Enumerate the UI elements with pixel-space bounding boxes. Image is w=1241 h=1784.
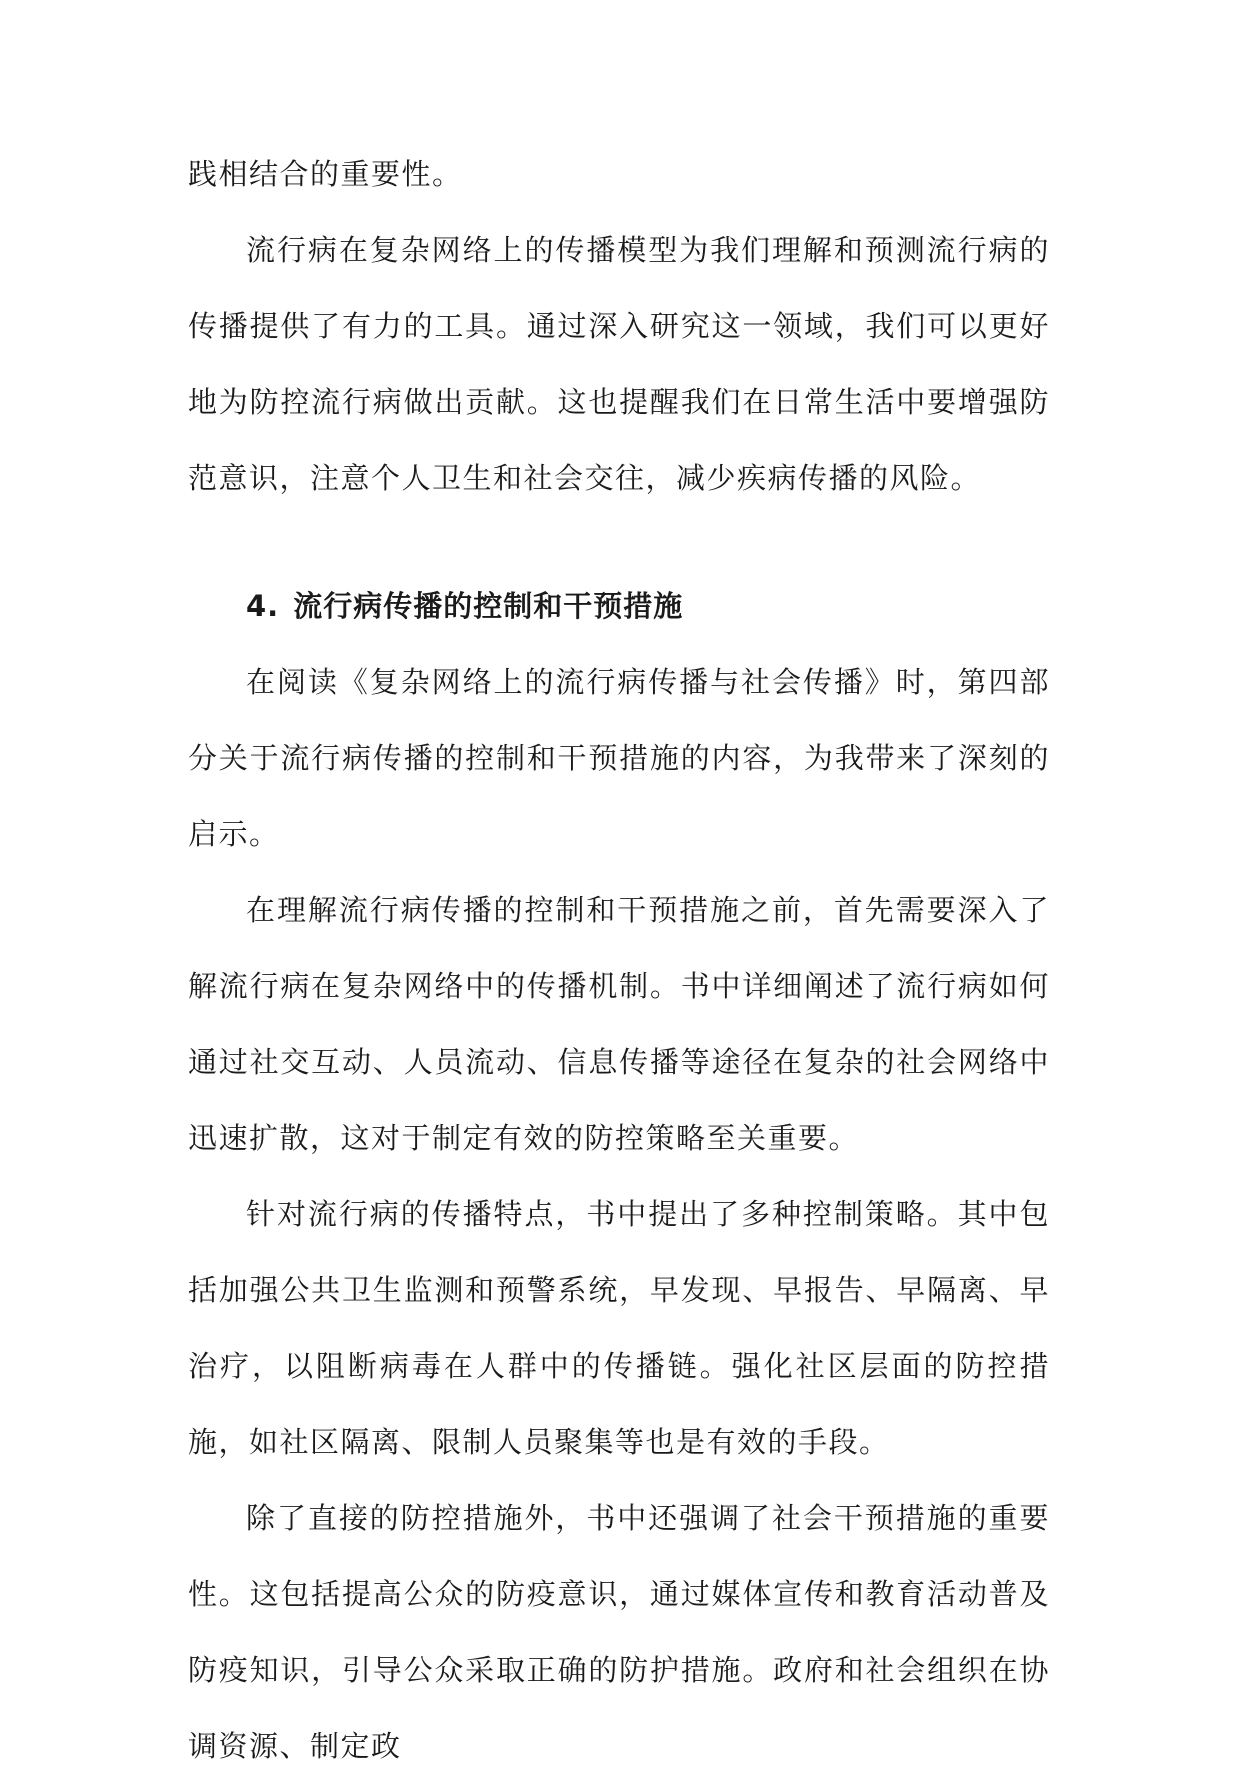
- paragraph-reading-intro: 在阅读《复杂网络上的流行病传播与社会传播》时，第四部分关于流行病传播的控制和干预措施的内容，为我带来了深刻的启示。: [188, 665, 1050, 851]
- paragraph-continuation: 践相结合的重要性。: [188, 157, 463, 191]
- paragraph-transmission-mechanism: 在理解流行病传播的控制和干预措施之前，首先需要深入了解流行病在复杂网络中的传播机制。书中详细阐述了流行病如何通过社交互动、人员流动、信息传播等途径在复杂的社会网络中迅速扩散，这对于制定有效的防控策略至关重要。: [188, 893, 1050, 1155]
- section-heading: [188, 568, 1050, 644]
- paragraph-epidemic-model: 流行病在复杂网络上的传播模型为我们理解和预测流行病的传播提供了有力的工具。通过深入研究这一领域，我们可以更好地为防控流行病做出贡献。这也提醒我们在日常生活中要增强防范意识，注意个人卫生和社会交往，减少疾病传播的风险。: [188, 233, 1050, 495]
- paragraph-social-intervention: 除了直接的防控措施外，书中还强调了社会干预措施的重要性。这包括提高公众的防疫意识，通过媒体宣传和教育活动普及防疫知识，引导公众采取正确的防护措施。政府和社会组织在协调资源、制定政: [188, 1501, 1050, 1763]
- document-body: [188, 136, 1050, 1784]
- section-number: 4.: [246, 589, 280, 623]
- section-title: 流行病传播的控制和干预措施: [293, 589, 684, 623]
- paragraph-control-strategies: 针对流行病的传播特点，书中提出了多种控制策略。其中包括加强公共卫生监测和预警系统，早发现、早报告、早隔离、早治疗，以阻断病毒在人群中的传播链。强化社区层面的防控措施，如社区隔离、限制人员聚集等也是有效的手段。: [188, 1197, 1050, 1459]
